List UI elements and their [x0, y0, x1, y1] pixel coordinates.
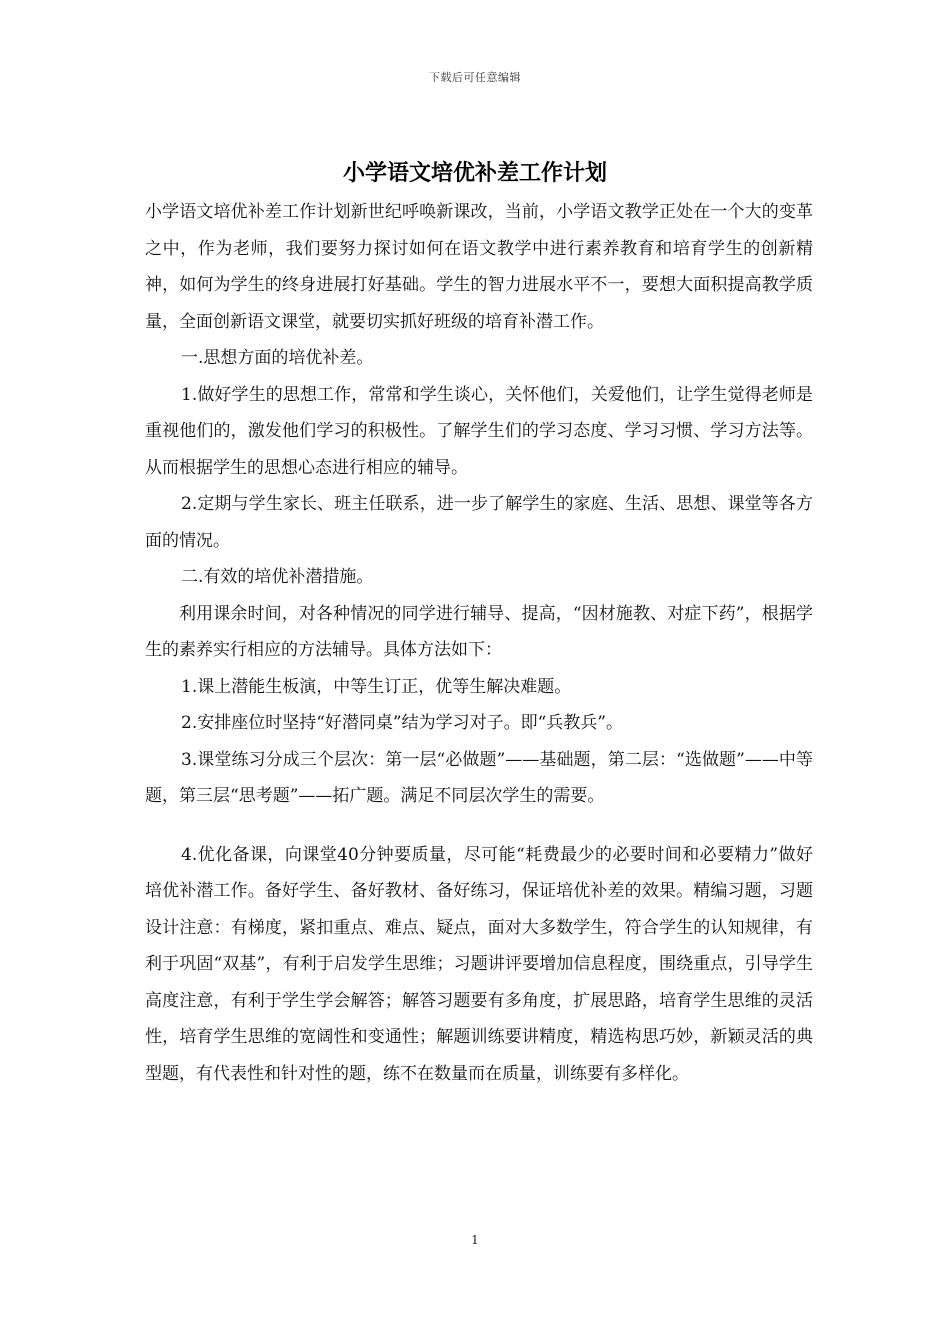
intro-paragraph: 小学语文培优补差工作计划新世纪呼唤新课改，当前，小学语文教学正处在一个大的变革之中，作为老师，我们要努力探讨如何在语文教学中进行素养教育和培育学生的创新精神，如何为学生的终身进展打好基础。学生的智力进展水平不一，要想大面积提高教学质量，全面创新语文课堂，就要切实抓好班级的培育补潜工作。: [145, 202, 813, 332]
paragraph-2-1: 1.课上潜能生板演，中等生订正，优等生解决难题。: [181, 676, 572, 697]
document-title: 小学语文培优补差工作计划: [342, 160, 607, 186]
section-heading-1: 一.思想方面的培优补差。: [181, 348, 374, 368]
section-heading-2: 二.有效的培优补潜措施。: [181, 567, 374, 587]
paragraph-1-1: 1.做好学生的思想工作，常常和学生谈心，关怀他们，关爱他们，让学生觉得老师是重视他们的，激发他们学习的积极性。了解学生们的学习态度、学习习惯、学习方法等。从而根据学生的思想心态进行相应的辅导。: [145, 384, 813, 478]
page-number: 1: [471, 1233, 479, 1247]
paragraph-2-intro: 利用课余时间，对各种情况的同学进行辅导、提高，“因材施教、对症下药”，根据学生的素养实行相应的方法辅导。具体方法如下：: [145, 603, 813, 660]
paragraph-2-4: 4.优化备课，向课堂40分钟要质量，尽可能“耗费最少的必要时间和必要精力”做好培优补潜工作。备好学生、备好教材、备好练习，保证培优补差的效果。精编习题，习题设计注意：有梯度，紧扣重点、难点、疑点，面对大多数学生，符合学生的认知规律，有利于巩固“双基”，有利于启发学生思维；习题讲评要增加信息程度，围绕重点，引导学生高度注意，有利于学生学会解答；解答习题要有多角度，扩展思路，培育学生思维的灵活性，培育学生思维的宽阔性和变通性；解题训练要讲精度，精选构思巧妙，新颖灵活的典型题，有代表性和针对性的题，练不在数量而在质量，训练要有多样化。: [145, 844, 813, 1084]
paragraph-gap: [145, 815, 813, 837]
header-note: 下载后可任意编辑: [429, 71, 521, 84]
document-body: [145, 194, 813, 1092]
paragraph-2-2: 2.安排座位时坚持“好潜同桌”结为学习对子。即“兵教兵”。: [181, 713, 623, 733]
paragraph-1-2: 2.定期与学生家长、班主任联系，进一步了解学生的家庭、生活、思想、课堂等各方面的情况。: [145, 494, 813, 551]
paragraph-2-3: 3.课堂练习分成三个层次：第一层“必做题”——基础题，第二层：“选做题”——中等题，第三层“思考题”——拓广题。满足不同层次学生的需要。: [145, 749, 813, 806]
